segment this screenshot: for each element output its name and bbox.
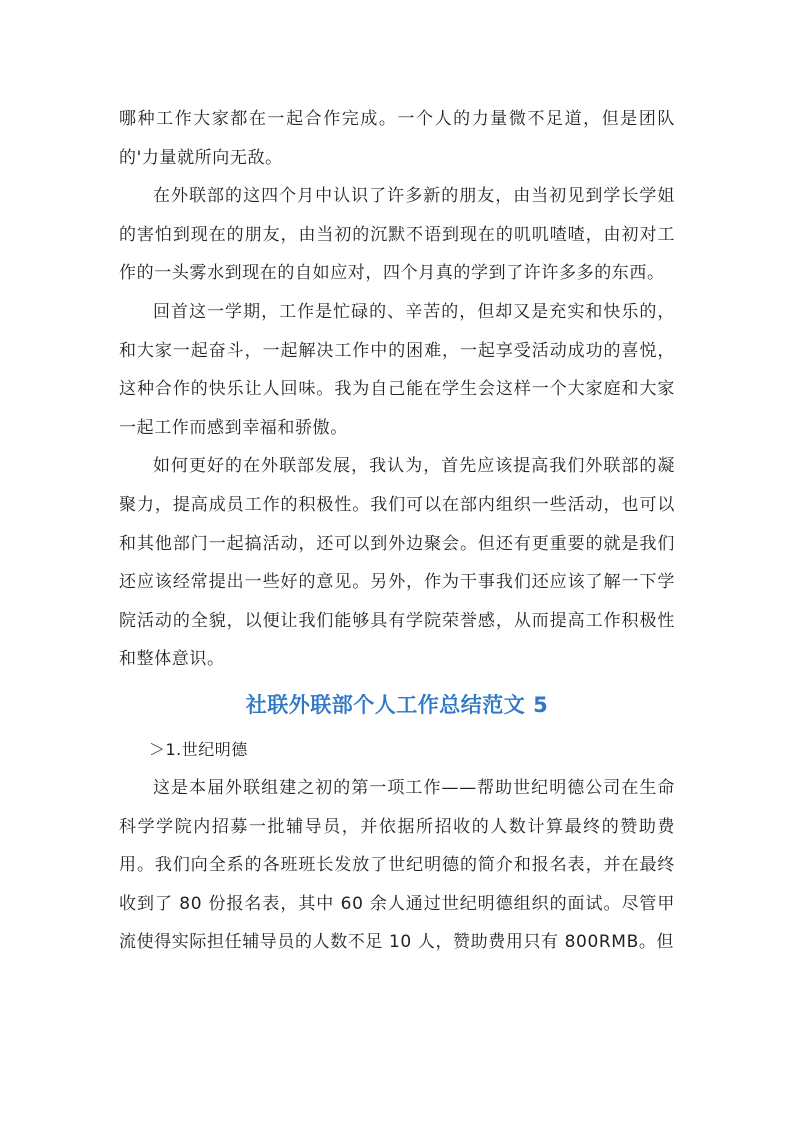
section-paragraph: 这是本届外联组建之初的第一项工作——帮助世纪明德公司在生命科学学院内招募一批辅导员，并依据所招收的人数计算最终的赞助费用。我们向全系的各班班长发放了世纪明德的简介和报名表，并在最终收到了 80 份报名表，其中 60 余人通过世纪明德组织的面试。尽管甲流使得实际担任辅导员的人数不足 10 人，赞助费用只有 800RMB。但 xyxy=(119,777,675,953)
section-title: 社联外联部个人工作总结范文 5 xyxy=(245,692,549,717)
paragraph-development: 如何更好的在外联部发展，我认为，首先应该提高我们外联部的凝聚力，提高成员工作的积极性。我们可以在部内组织一些活动，也可以和其他部门一起搞活动，还可以到外边聚会。但还有更重要的就是我们还应该经常提出一些好的意见。另外，作为干事我们还应该了解一下学院活动的全貌，以便让我们能够具有学院荣誉感，从而提高工作积极性和整体意识。 xyxy=(119,456,675,670)
paragraph-new-friends: 在外联部的这四个月中认识了许多新的朋友，由当初见到学长学姐的害怕到现在的朋友，由当初的沉默不语到现在的叽叽喳喳，由初对工作的一头雾水到现在的自如应对，四个月真的学到了许许多多的东西。 xyxy=(119,186,675,284)
document-page xyxy=(119,100,675,962)
paragraph-continuation: 哪种工作大家都在一起合作完成。一个人的力量微不足道，但是团队的'力量就所向无敌。 xyxy=(119,109,675,168)
subheading: ＞1.世纪明德 xyxy=(149,739,248,759)
paragraph-semester-review: 回首这一学期，工作是忙碌的、辛苦的，但却又是充实和快乐的，和大家一起奋斗，一起解决工作中的困难，一起享受活动成功的喜悦，这种合作的快乐让人回味。我为自己能在学生会这样一个大家庭和大家一起工作而感到幸福和骄傲。 xyxy=(119,301,675,438)
